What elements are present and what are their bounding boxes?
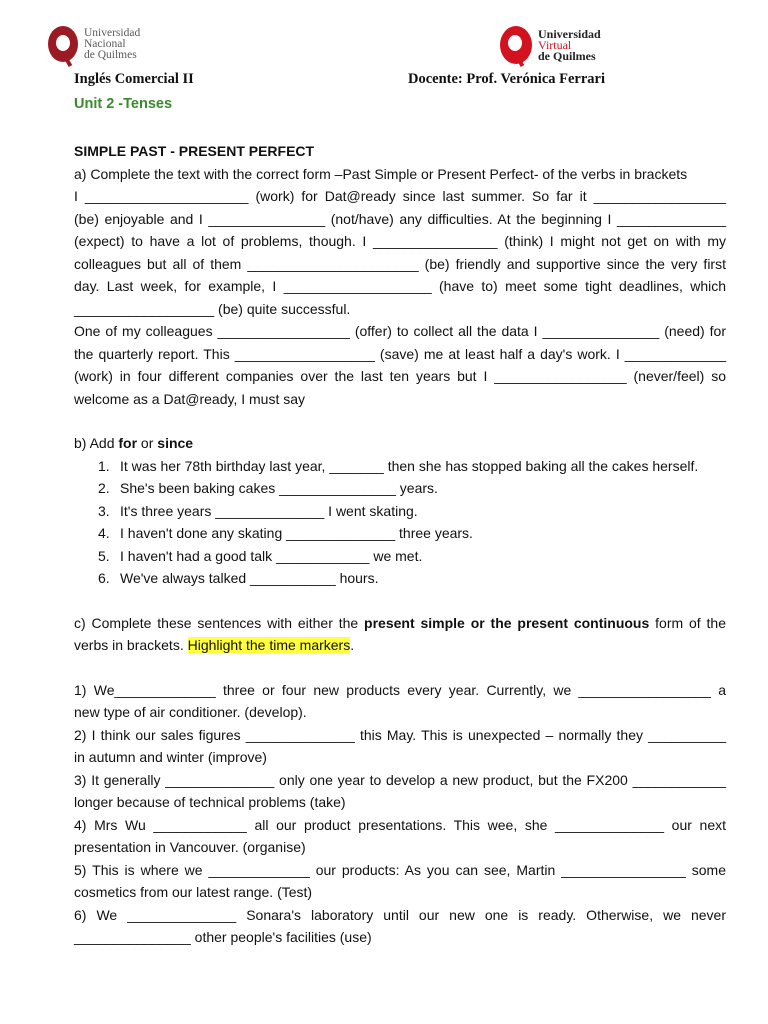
section-b-title xyxy=(74,432,726,455)
section-a-line: __________________ (be) quite successful. xyxy=(74,300,351,317)
section-a-line: day. Last week, for example, I ___________________ (have to) meet some tight deadlines, which xyxy=(74,278,726,294)
section-c-line: cosmetics from our latest range. (Test) xyxy=(74,884,313,900)
section-b-prefix: b) Add xyxy=(74,435,119,451)
list-item-number: 2. xyxy=(98,480,110,496)
uvq-logo-text xyxy=(538,26,601,63)
list-item xyxy=(74,500,726,523)
section-a-title: SIMPLE PAST - PRESENT PERFECT xyxy=(74,143,315,159)
logo-right-line2: Virtual xyxy=(538,37,572,52)
logo-right-line3: de Quilmes xyxy=(538,48,596,63)
section-a-line: (be) enjoyable and I _______________ (not/have) any difficulties. At the beginning I ______________ xyxy=(74,210,726,227)
section-c-line: 1) We_____________ three or four new products every year. Currently, we _________________ a xyxy=(74,681,726,698)
teacher-name: Docente: Prof. Verónica Ferrari xyxy=(408,71,606,87)
section-c-intro-line2 xyxy=(74,634,726,657)
section-a-line: (expect) to have a lot of problems, though. I ________________ (think) I might not get on with my xyxy=(74,233,726,249)
section-c-intro-line1 xyxy=(74,612,726,635)
section-c-highlight: Highlight the time markers xyxy=(187,637,351,653)
unit-title: Unit 2 -Tenses xyxy=(74,96,173,112)
section-a-line: I _____________________ (work) for Dat@ready since last summer. So far it _________________ xyxy=(74,188,726,204)
section-c-intro-3: verbs in brackets. xyxy=(74,637,188,653)
section-a-text xyxy=(74,163,726,411)
section-c-intro-1: c) Complete these sentences with either the xyxy=(74,614,365,631)
section-c-line: 5) This is where we _____________ our products: As you can see, Martin ________________ some xyxy=(74,861,726,878)
section-a-line: colleagues but all of them ______________________ (be) friendly and supportive since the very first xyxy=(74,255,726,272)
section-a-line: One of my colleagues _________________ (offer) to collect all the data I _______________ (need) for xyxy=(74,323,726,339)
section-a-line: the quarterly report. This __________________ (save) me at least half a day's work. I _____________ xyxy=(74,345,726,362)
section-c-line: 2) I think our sales figures ______________ this May. This is unexpected – normally they __________ xyxy=(74,726,726,743)
list-item xyxy=(74,567,726,590)
section-c-line: _______________ other people's facilities (use) xyxy=(74,929,372,945)
list-item xyxy=(74,522,726,545)
list-item-text: I haven't done any skating ______________ three years. xyxy=(120,525,473,541)
list-item xyxy=(74,455,726,478)
section-b-or: or xyxy=(137,435,158,451)
section-c-intro-bold: present simple or the present continuous xyxy=(364,614,650,631)
section-c-line: new type of air conditioner. (develop). xyxy=(74,704,307,720)
list-item-text: I haven't had a good talk ____________ we met. xyxy=(120,547,423,564)
section-a-line: welcome as a Dat@ready, I must say xyxy=(74,390,306,407)
logo-left-line2: Nacional xyxy=(84,37,126,50)
list-item-number: 6. xyxy=(98,570,110,586)
section-c-text xyxy=(74,679,726,949)
section-b-word-since: since xyxy=(157,435,194,451)
section-b-word-for: for xyxy=(118,435,138,451)
section-a-line: (work) in four different companies over the last ten years but I _________________ (never/feel) so xyxy=(74,368,726,384)
section-a-line: a) Complete the text with the correct form –Past Simple or Present Perfect- of the verbs in brackets xyxy=(74,165,688,182)
unq-q-logo-icon xyxy=(48,26,78,62)
list-item-text: It was her 78th birthday last year, _______ then she has stopped baking all the cakes herself. xyxy=(120,457,699,474)
logo-left-line3: de Quilmes xyxy=(84,48,137,61)
unq-logo xyxy=(48,26,140,62)
section-c-line: 3) It generally ______________ only one year to develop a new product, but the FX200 ____________ xyxy=(74,771,726,788)
section-c-line: in autumn and winter (improve) xyxy=(74,749,267,765)
section-b-list xyxy=(74,455,726,590)
section-c-line: presentation in Vancouver. (organise) xyxy=(74,839,306,855)
list-item xyxy=(74,477,726,500)
list-item-text: She's been baking cakes _______________ years. xyxy=(120,480,438,496)
worksheet-body xyxy=(74,140,726,949)
section-c-intro-2: form of the xyxy=(649,614,726,631)
section-c-line: longer because of technical problems (take) xyxy=(74,794,346,810)
list-item-number: 1. xyxy=(98,457,110,474)
uvq-logo xyxy=(500,26,601,64)
section-c-intro-end: . xyxy=(350,637,355,653)
uvq-q-logo-icon xyxy=(500,26,532,64)
list-item xyxy=(74,545,726,568)
list-item-text: It's three years ______________ I went skating. xyxy=(120,502,418,519)
section-c-line: 4) Mrs Wu ____________ all our product presentations. This wee, she ______________ our next xyxy=(74,816,726,833)
list-item-text: We've always talked ___________ hours. xyxy=(120,570,379,586)
list-item-number: 5. xyxy=(98,547,110,564)
logo-left-line1: Universidad xyxy=(84,26,141,39)
logo-right-line1: Universidad xyxy=(538,26,601,41)
section-c-line: 6) We ______________ Sonara's laboratory until our new one is ready. Otherwise, we never xyxy=(74,906,726,923)
course-title: Inglés Comercial II xyxy=(74,71,194,87)
unq-logo-text xyxy=(84,28,140,61)
list-item-number: 3. xyxy=(98,502,110,519)
list-item-number: 4. xyxy=(98,525,110,541)
